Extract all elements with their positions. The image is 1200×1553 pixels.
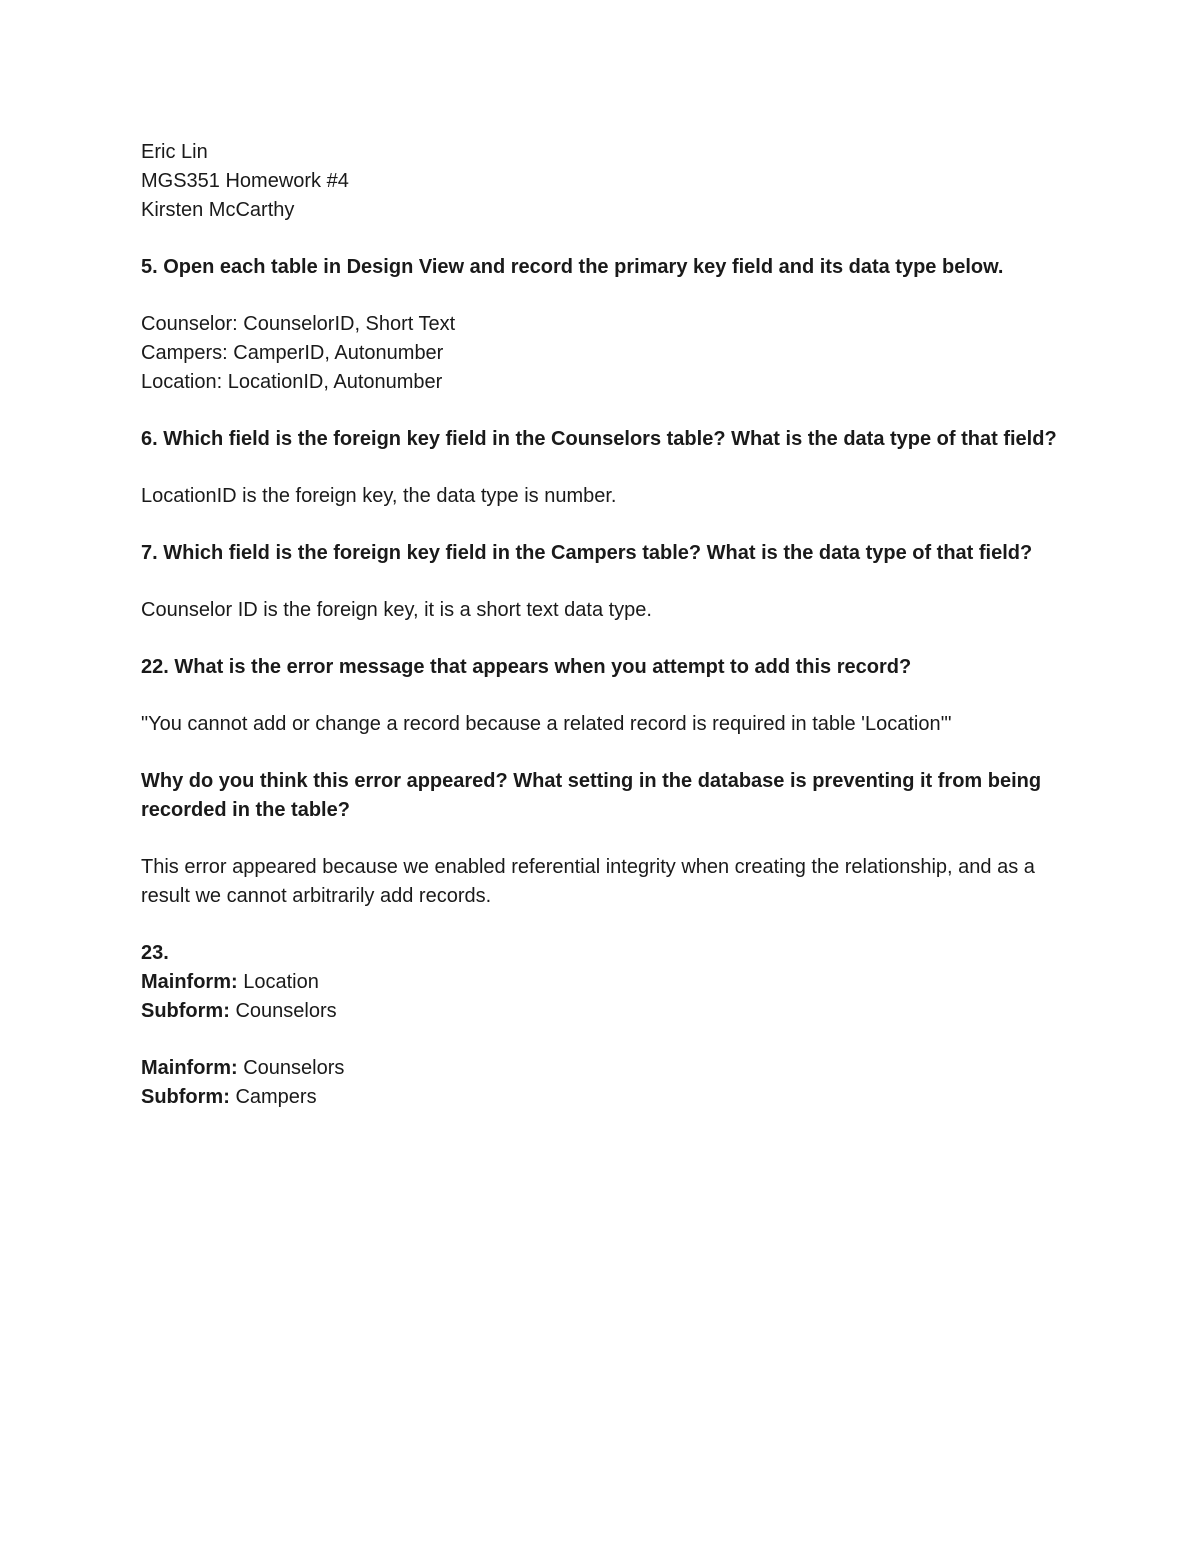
subform-row-1 (141, 997, 1071, 1026)
question-22-followup: Why do you think this error appeared? What setting in the database is preventing it from being recorded in the table? (141, 770, 1047, 821)
answer-5-location: Location: LocationID, Autonumber (141, 371, 443, 393)
answer-7: Counselor ID is the foreign key, it is a short text data type. (141, 599, 652, 621)
answer-5-campers: Campers: CamperID, Autonumber (141, 342, 444, 364)
mainform-value: Counselors (243, 1057, 345, 1079)
mainform-row-1 (141, 968, 1071, 997)
mainform-label: Mainform: (141, 1057, 238, 1079)
answer-22-followup: This error appeared because we enabled referential integrity when creating the relationship, and as a result we cannot arbitrarily add records. (141, 856, 1041, 907)
subform-label: Subform: (141, 1086, 230, 1108)
subform-label: Subform: (141, 1000, 230, 1022)
question-7: 7. Which field is the foreign key field in the Campers table? What is the data type of that field? (141, 542, 1033, 564)
instructor-name: Kirsten McCarthy (141, 199, 295, 221)
course-title: MGS351 Homework #4 (141, 170, 349, 192)
question-6: 6. Which field is the foreign key field in the Counselors table? What is the data type of that field? (141, 428, 1057, 450)
mainform-label: Mainform: (141, 971, 238, 993)
answer-6: LocationID is the foreign key, the data type is number. (141, 485, 617, 507)
subform-value: Campers (235, 1086, 317, 1108)
mainform-value: Location (243, 971, 319, 993)
answer-5-counselor: Counselor: CounselorID, Short Text (141, 313, 456, 335)
author-name: Eric Lin (141, 141, 208, 163)
answer-22: "You cannot add or change a record because a related record is required in table 'Location'" (141, 713, 952, 735)
question-23-number: 23. (141, 942, 169, 964)
subform-row-2 (141, 1083, 1071, 1112)
question-5: 5. Open each table in Design View and record the primary key field and its data type below. (141, 256, 1004, 278)
document-page (141, 138, 1071, 1112)
subform-value: Counselors (235, 1000, 337, 1022)
mainform-row-2 (141, 1054, 1071, 1083)
question-22: 22. What is the error message that appears when you attempt to add this record? (141, 656, 912, 678)
